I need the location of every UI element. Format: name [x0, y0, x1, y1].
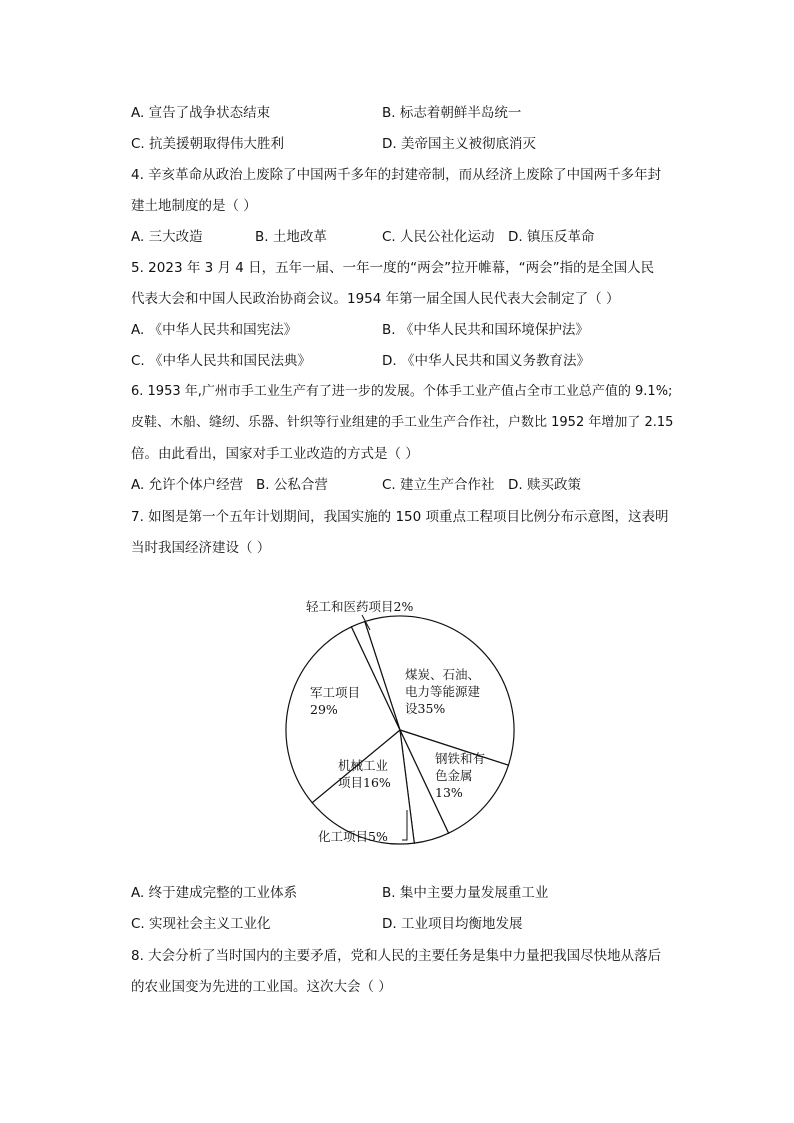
q3-option-c: C. 抗美援朝取得伟大胜利 [131, 136, 285, 152]
q8-stem-line-1: 8. 大会分析了当时国内的主要矛盾，党和人民的主要任务是集中力量把我国尽快地从落后 [131, 948, 662, 964]
q4-option-a: A. 三大改造 [131, 229, 203, 245]
pie-label-3: 化工项目5% [318, 829, 388, 844]
q6-stem-line-1: 6. 1953 年,广州市手工业生产有了进一步的发展。个体手工业产值占全市工业总产值的 9.1%; [131, 384, 673, 399]
pie-label-2: 钢铁和有色金属 13% [435, 751, 486, 800]
q7-option-d: D. 工业项目均衡地发展 [382, 916, 523, 932]
q7-stem-line-1: 7. 如图是第一个五年计划期间，我国实施的 150 项重点工程项目比例分布示意图，这表明 [131, 509, 669, 525]
q4-option-c: C. 人民公社化运动 [382, 229, 495, 245]
q5-option-c: C. 《中华人民共和国民法典》 [131, 353, 312, 369]
q5-option-b: B. 《中华人民共和国环境保护法》 [382, 322, 589, 338]
q3-option-a: A. 宣告了战争状态结束 [131, 105, 271, 121]
q5-option-d: D. 《中华人民共和国义务教育法》 [382, 353, 590, 369]
q7-stem-line-2: 当时我国经济建设（ ） [131, 540, 271, 556]
pie-chart-svg [270, 585, 530, 855]
q3-option-b: B. 标志着朝鲜半岛统一 [382, 105, 522, 121]
q6-option-a: A. 允许个体户经营 [131, 477, 244, 493]
q7-option-b: B. 集中主要力量发展重工业 [382, 885, 549, 901]
pie-chart [270, 585, 530, 855]
q6-option-d: D. 赎买政策 [508, 477, 581, 493]
q4-option-b: B. 土地改革 [255, 229, 327, 245]
q6-stem-line-2: 皮鞋、木船、缝纫、乐器、针织等行业组建的手工业生产合作社，户数比 1952 年增加了 2.15 [131, 415, 674, 430]
q4-stem-line-2: 建土地制度的是（ ） [131, 198, 257, 214]
pie-label-6: 轻工和医药项目2% [306, 599, 414, 614]
q5-stem-line-2: 代表大会和中国人民政治协商会议。1954 年第一届全国人民代表大会制定了（ ） [131, 291, 620, 307]
q4-option-d: D. 镇压反革命 [508, 229, 595, 245]
q5-stem-line-1: 5. 2023 年 3 月 4 日，五年一届、一年一度的“两会”拉开帷幕，“两会”指的是全国人民 [131, 260, 655, 276]
q6-stem-line-3: 倍。由此看出，国家对手工业改造的方式是（ ） [131, 446, 419, 462]
q7-option-c: C. 实现社会主义工业化 [131, 916, 271, 932]
q6-option-b: B. 公私合营 [256, 477, 328, 493]
q4-stem-line-1: 4. 辛亥革命从政治上废除了中国两千多年的封建帝制，而从经济上废除了中国两千多年封 [131, 167, 662, 183]
pie-label-4: 机械工业项目16% [338, 758, 391, 790]
q8-stem-line-2: 的农业国变为先进的工业国。这次大会（ ） [131, 979, 392, 995]
q6-option-c: C. 建立生产合作社 [382, 477, 495, 493]
q5-option-a: A. 《中华人民共和国宪法》 [131, 322, 298, 338]
pie-label-1: 煤炭、石油、电力等能源建设35% [405, 667, 481, 716]
q3-option-d: D. 美帝国主义被彻底消灭 [382, 136, 536, 152]
pie-label-5: 军工项目 29% [310, 685, 361, 717]
q7-option-a: A. 终于建成完整的工业体系 [131, 885, 298, 901]
